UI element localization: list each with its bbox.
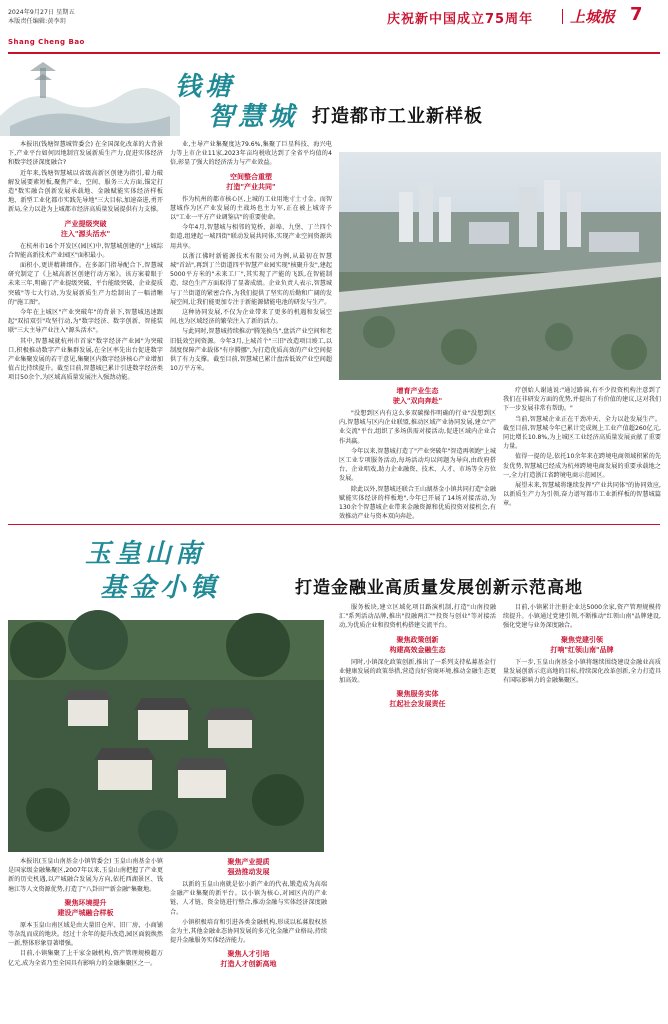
subheading: 增育产业生态 驶入"双向奔赴" bbox=[392, 387, 443, 405]
paragraph: 以新的玉皇山南就是依小新产业的代表,锻造成为高端金融产业集聚的新平台。以小镇为核心,对园区内的产业链、人才链、资金链进行整合,推动金融与实体经济深度融合。 bbox=[170, 881, 327, 916]
article-column-4 bbox=[503, 603, 661, 1021]
paragraph: 在杭州市16个开发区(园区)中,智慧城创建的"上城综合智能高新技术产业园区"面积最小。 bbox=[8, 242, 163, 259]
paragraph: "没想到区内有这么多双碳操作明确的行业"没想到区内,智慧城与区内企业联盟,推动区域产业协同发展,建立"产业交流"平台,组织了多场供需对接活动,促进区域内企业合作共赢。 bbox=[339, 410, 496, 445]
anniversary-banner: 庆祝新中国成立75周年 bbox=[387, 12, 534, 27]
header-meta bbox=[8, 8, 75, 26]
subheading: 聚焦党建引领 打响"红领山南"品牌 bbox=[550, 635, 614, 654]
paragraph: 除此以外,智慧城还联合王山湖基金小镇共同打造"金融赋能实体经济的样板地",今年已开展了14场对接活动,为130余个智慧城企业带来金融资源和优质投资对接机会,有效推动产业与资本双向奔赴。 bbox=[339, 485, 496, 521]
paragraph: 今年在上城区"产业突破年"的背景下,智慧城迅速跟起"双招双引"攻坚行动,为"数字经济、数字创新、智能装联"三大主导产业注入"源头活水"。 bbox=[8, 309, 163, 335]
section-divider bbox=[8, 524, 660, 525]
paragraph: 业,主导产业集聚度达79.6%,集聚了巨星科技、海兴电力等上市企业11家,2023年亩均税收达到了全省平均值的4倍,彰显了强大的经济活力与产业效益。 bbox=[170, 141, 332, 167]
article-column-3 bbox=[339, 603, 496, 1021]
paragraph: 原本玉皇山南区域是由大量旧仓库、旧厂房、小商铺等杂乱而成的地块。经过十余年的提升改造,园区面貌焕然一新,整体形象显著增强。 bbox=[8, 921, 163, 948]
paragraph: 展望未来,智慧城将继续发挥"产业共同体"的协同效应,以新质生产力为引领,奋力谱写都市工业新样板的智慧城篇章。 bbox=[503, 482, 661, 508]
paragraph: 值得一提的是,依托10余年来在跨境电商领域积累的先发优势,智慧城已经成为杭州跨境电商发展的重要承载地之一,全力打造浙江省跨境电商示范园区。 bbox=[503, 453, 661, 479]
subheading: 聚焦人才引培 打造人才创新高地 bbox=[220, 950, 277, 969]
page-header bbox=[0, 0, 668, 56]
town-aerial-photo bbox=[8, 620, 324, 852]
paragraph: 其中,智慧城就杭州市首家"数字经济产业园"为突破口,积极推动数字产业集群发展,在全区率先出台促进数字产业集聚发展的若干意见,集聚区内数字经济核心产业增加值占比持续提升。截至目前,智慧城已累计引进数字经济类项目50余个,为区域高质量发展注入强劲动能。 bbox=[8, 337, 163, 382]
paragraph: 目前,小镇集聚了上千家金融机构,资产管理规模超万亿元,成为全省乃至全国具有影响力的金融集聚区之一。 bbox=[8, 950, 163, 967]
article-title: 打造金融业高质量发展创新示范高地 bbox=[295, 578, 583, 598]
paragraph: 这种协同发展,不仅为企业带来了更多的机遇和发展空间,也为区域经济的繁荣注入了新的活力。 bbox=[170, 309, 332, 326]
article-yuhuangshan bbox=[0, 527, 668, 1024]
paragraph: 近年来,钱塘智慧城以省级高新区创建为指引,着力破解发展要素短板,聚焦产业、空间、服务三大方面,锚定打造"数实融合创新发展承载地、金融赋能实体经济样板地、新型工业化都市实践先导地"三大目标,加速奋进,勇开新局,全力以赴为上城都市经济高质量发展提供有力支撑。 bbox=[8, 169, 163, 214]
paragraph: 本报讯(钱塘智慧城管委会) 在全国深化改革的大背景下,产业平台如何因地制宜发展新质生产力,促进实体经济和数字经济深度融合? bbox=[8, 141, 163, 167]
paragraph: 小镇积极培育和引进各类金融机构,形成以私募股权基金为主,其他金融业态协同发展的多元化金融产业格局,持续提升金融服务实体经济能力。 bbox=[170, 918, 327, 945]
paragraph: 作为杭州的都市核心区,上城的工业用地寸土寸金。而智慧城作为区产业发展的主战场也主力军,正在被上城寄予以"工业一平方产业调鉴店"的重要使命。 bbox=[170, 195, 332, 222]
paragraph: 同时,小镇深化政策创新,推出了一系列支持私募基金行业健康发展的政策举措,营造良好营商环境,推动金融生态更加高效。 bbox=[339, 658, 496, 685]
article-column-1 bbox=[8, 140, 163, 494]
subheading: 聚焦产业提质 强劲推动发展 bbox=[227, 858, 270, 876]
paragraph: 服务板块,建立区域化项目路演机制,打造"山南投融汇"系列活动品牌,推出"投融两汇""投资与创业"等对接活动,为优质企业和投资机构搭建交流平台。 bbox=[339, 604, 496, 630]
subheading: 空间整合重塑 打造"产业共同" bbox=[226, 172, 276, 191]
paragraph: 疗创始人谢迪说:"通过路演,有不少投资机构注意到了我们在非研发方面的优势,并提出了有价值的建议,这对我们下一步发展非常有帮助。" bbox=[503, 387, 661, 413]
article-qiantang bbox=[0, 56, 668, 521]
article-title: 打造都市工业新样板 bbox=[312, 106, 483, 127]
editor-line: 本版责任编辑:黄李玥 bbox=[8, 18, 66, 25]
paragraph: 目前,小镇累计注册企业达5000余家,资产管理规模持续提升。小镇通过党建引领,不断推动"红领山南"品牌建设,强化党建与业务深度融合。 bbox=[503, 604, 661, 630]
paragraph: 与此同时,智慧城持续推动"腾笼换鸟",盘活产业空间和老旧低效空间资源。今年3月,上城首个"三旧"改造项目竣工,以制度保障产业载体"有序腾挪",为打造优质高效的产业空间提供了有力支撑。截至目前,智慧城已累计盘活低效产业空间超10万平方米。 bbox=[170, 328, 332, 373]
subheading: 产业提级突破 注入"源头活水" bbox=[60, 219, 111, 238]
aerial-city-photo bbox=[339, 152, 661, 380]
paragraph: 面积小,更讲精耕细作。在多部门指导配合下,智慧城研究制定了《上城高新区创建行动方案》。该方案着眼于未来三年,明确了产业提级突破、平台能级突破、企业提质突破"等七大行动,为发展新质生产力绘制出了一幅清晰的"施工图"。 bbox=[8, 262, 163, 306]
paragraph: 当前,智慧城企业正在干劲冲天、全力以赴发展生产。截至目前,智慧城今年已累计完成规上工业产值超260亿元,同比增长10.8%,为上城区工业经济高质量发展贡献了重要力量。 bbox=[503, 415, 661, 451]
article-column-4 bbox=[503, 386, 661, 508]
section-tag-line2: 智慧城 bbox=[208, 102, 299, 132]
header-separator bbox=[562, 9, 563, 24]
section-tag-line2: 基金小镇 bbox=[100, 573, 221, 603]
paragraph: 今年4月,智慧城与相邻的笕桥、彭埠、九堡、丁兰四个街道,组建起一城四街"联动发展共同体,实现产业空间资源共用共享。 bbox=[170, 224, 332, 250]
paragraph: 今年以来,智慧城打造了"产业突破年"智造再领跑"上城区工业专项服务活动,每场活动均以问题为导向,由政府搭台、企业唱戏,助力企业融资、技术、人才、市场等全方位发展。 bbox=[339, 447, 496, 483]
header-rule bbox=[8, 52, 660, 54]
section-tag-line1: 钱塘 bbox=[175, 72, 236, 102]
subheading: 聚焦环境提升 建设产城融合样板 bbox=[57, 898, 114, 917]
photo-caption: 本报讯(玉皇山南基金小镇管委会) 玉皇山南基金小镇是国家级金融集聚区,2007年以来,玉皇山南把握了产业更新的历史机遇,以产城融合发展为方向,依托西湖景区、钱塘江等人文资源优势,打造了"八卦田""新金融"集聚地。 bbox=[8, 858, 163, 893]
article-column-1 bbox=[8, 857, 163, 1021]
section-tag-line1: 玉皇山南 bbox=[85, 539, 206, 569]
paragraph: 以浙江佛时新能源技术有限公司为例,从最初在智慧城"首站",再到丁兰街道四平智慧产业园实现"核聚升发",建起5000平方米的"未来工厂",其实现了产能的飞跃,在智能制造、绿色生产方面取得了显著成绩。企业负责人表示,智慧城与丁兰街道的紧密合作,为我们提供了坚实的后勤和广阔的发展空间,让我们能更加专注于新能源储能电池的研发与生产。 bbox=[170, 252, 332, 306]
article-column-3 bbox=[339, 386, 496, 521]
subheading: 聚焦服务实体 扛起社会发展责任 bbox=[389, 690, 446, 709]
paragraph: 下一步,玉皇山南基金小镇将继续围绕建设金融业高质量发展创新示范高地的目标,持续深化改革创新,全力打造具有国际影响力的金融集聚区。 bbox=[503, 658, 661, 685]
page-number: 7 bbox=[630, 4, 643, 25]
date-line: 2024年9月27日 星期五 bbox=[8, 9, 75, 16]
brand-english: Shang Cheng Bao bbox=[8, 38, 85, 46]
subheading: 聚焦政策创新 构建高效金融生态 bbox=[389, 635, 446, 654]
newspaper-name: 上城报 bbox=[570, 8, 616, 26]
article-column-2 bbox=[170, 857, 327, 1021]
article-column-2 bbox=[170, 140, 332, 494]
